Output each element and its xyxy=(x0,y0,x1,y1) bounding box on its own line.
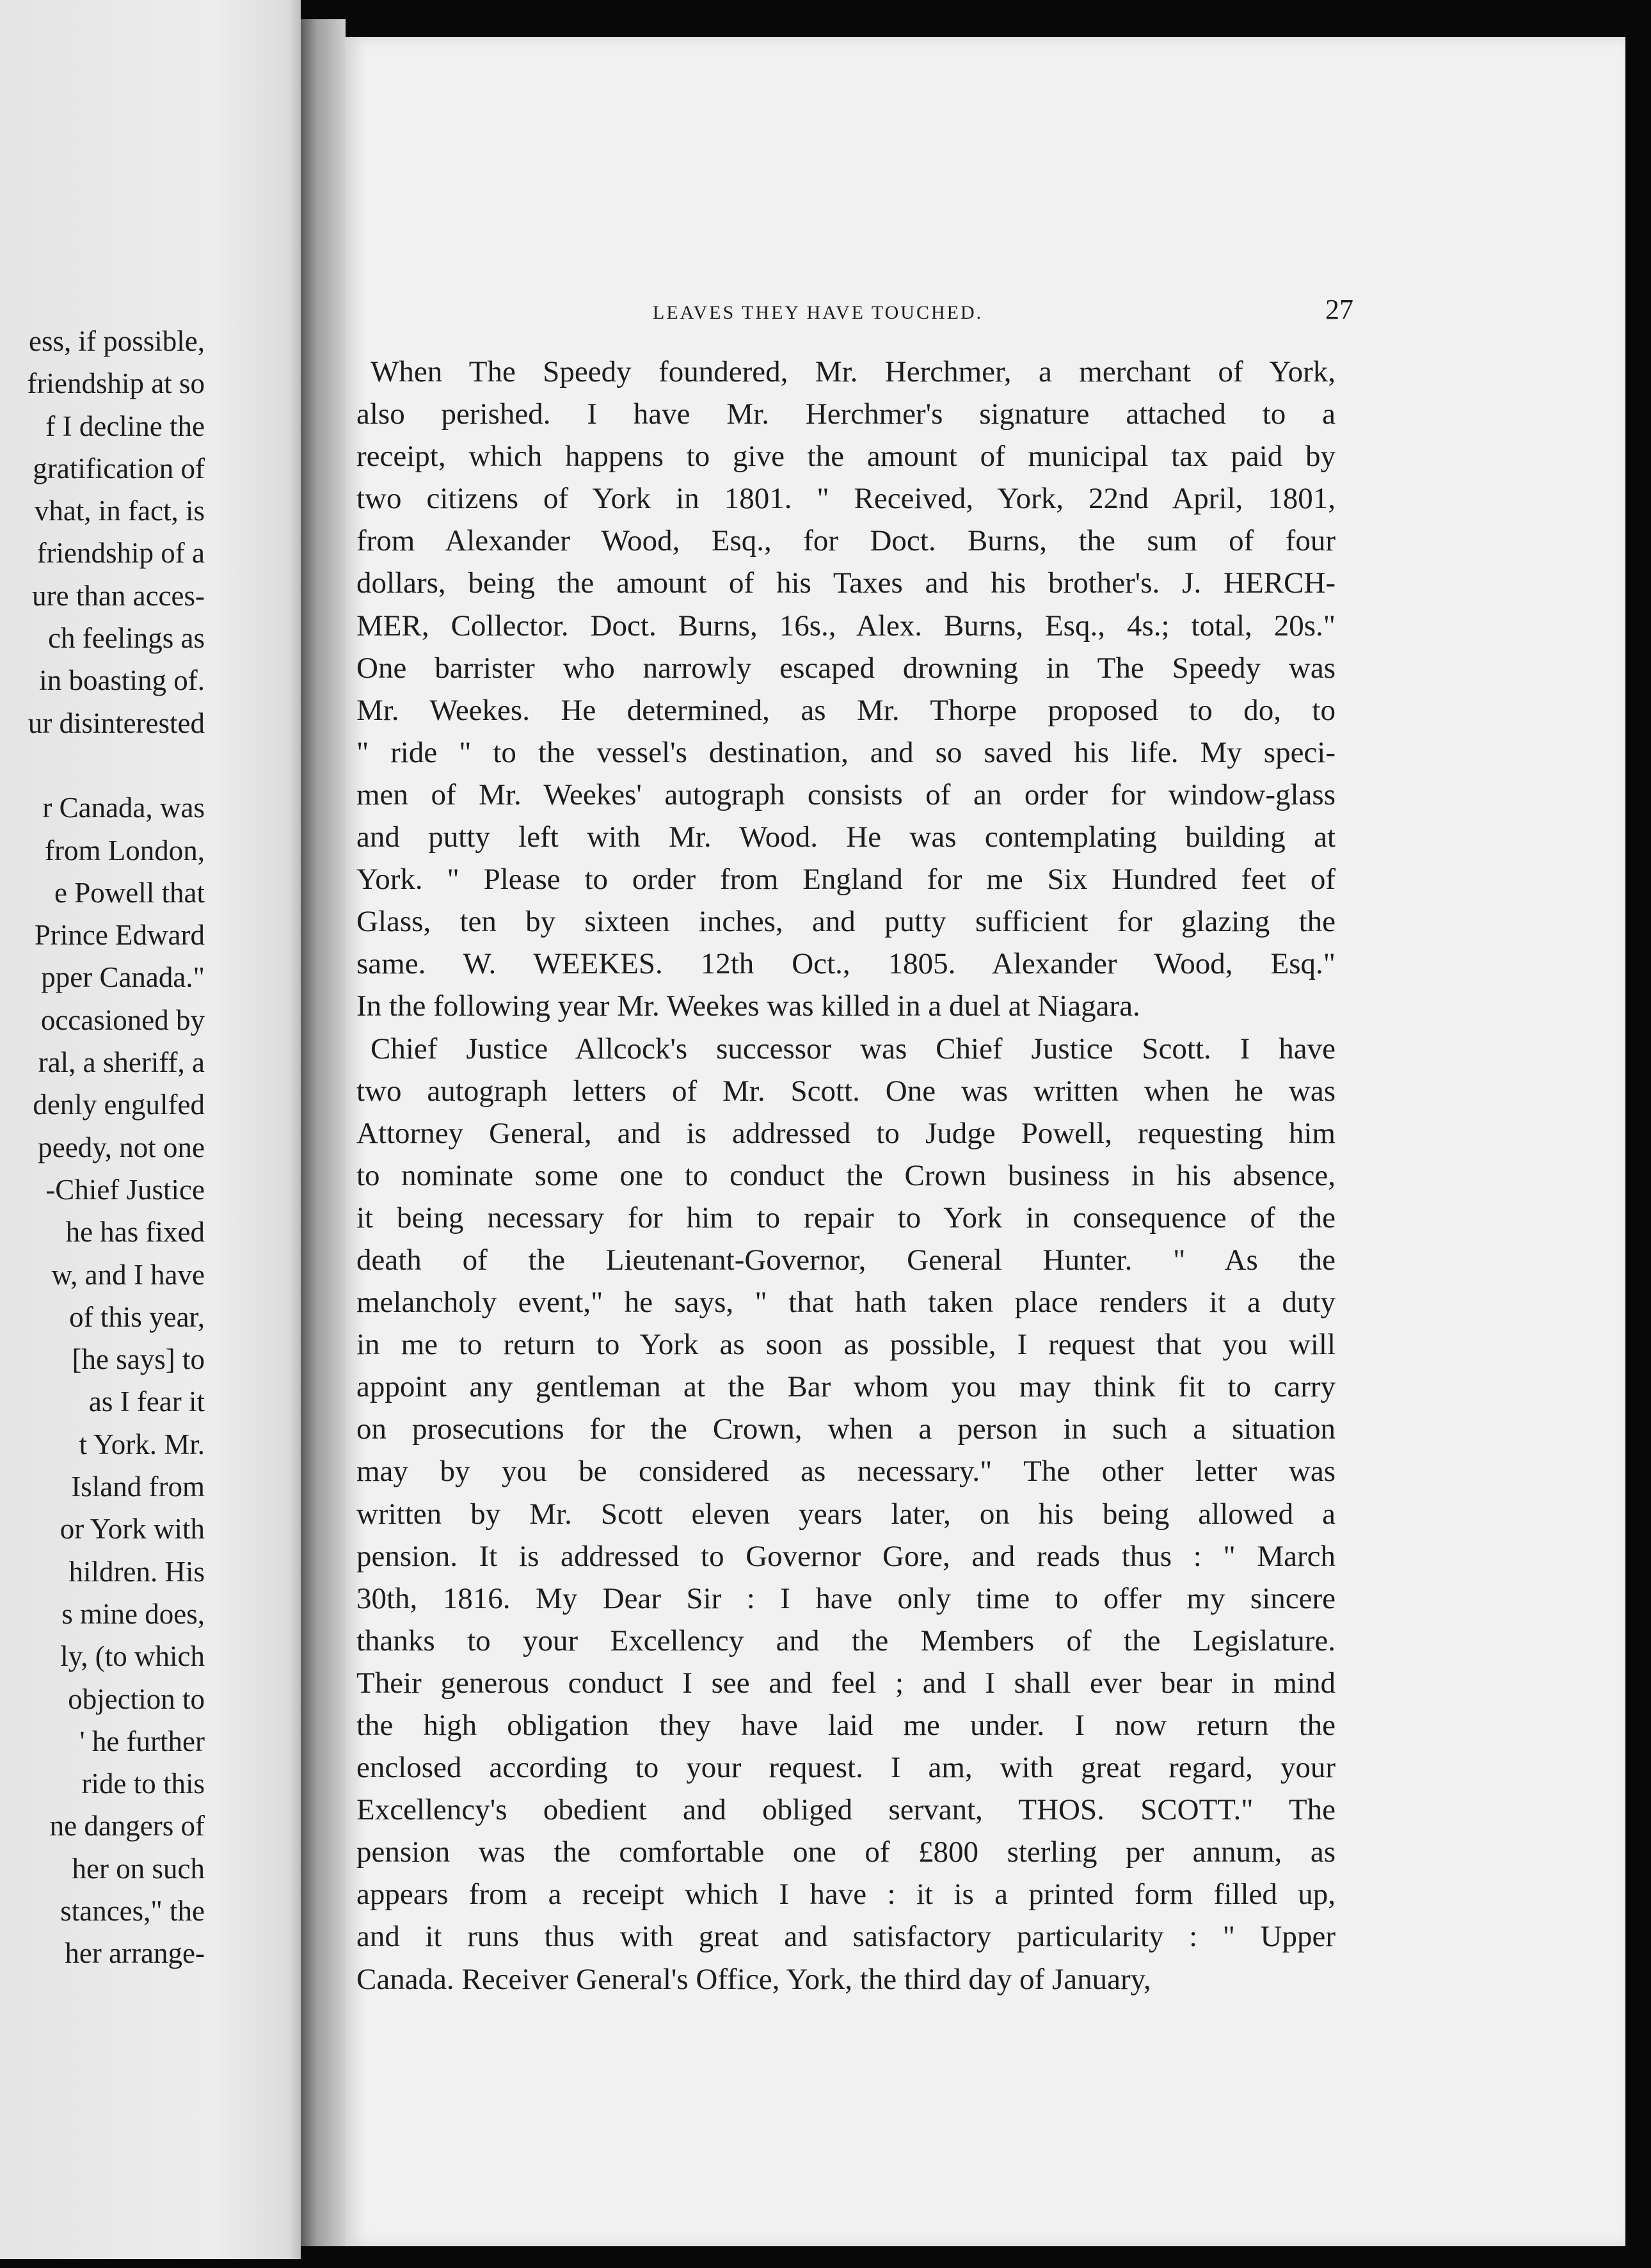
body-line: Chief Justice Allcock's successor was Chief Justice Scott. I have xyxy=(371,1032,1336,1066)
left-line: her on such xyxy=(72,1852,205,1885)
left-line: ess, if possible, xyxy=(29,325,205,357)
body-line: In the following year Mr. Weekes was killed in a duel at Niagara. xyxy=(356,989,1140,1023)
body-line: in me to return to York as soon as possible, I request that you will xyxy=(356,1328,1336,1362)
body-line: " ride " to the vessel's destination, and so saved his life. My speci- xyxy=(356,735,1336,769)
left-line: objection to xyxy=(68,1682,205,1715)
body-line: York. " Please to order from England for me Six Hundred feet of xyxy=(356,863,1336,897)
left-line: pper Canada." xyxy=(41,961,205,994)
left-line: [he says] to xyxy=(72,1343,205,1376)
left-line: occasioned by xyxy=(40,1003,205,1036)
left-line: hildren. His xyxy=(68,1555,205,1588)
body-line: dollars, being the amount of his Taxes and his brother's. J. HERCH- xyxy=(356,566,1336,600)
body-line: death of the Lieutenant-Governor, General Hunter. " As the xyxy=(356,1243,1336,1277)
page-body xyxy=(356,351,1336,2000)
body-line: appears from a receipt which I have : it is a printed form filled up, xyxy=(356,1878,1336,1912)
left-line: ride to this xyxy=(81,1768,205,1800)
left-line: her arrange- xyxy=(65,1937,205,1970)
body-line: melancholy event," he says, " that hath taken place renders it a duty xyxy=(356,1286,1336,1320)
left-line: ch feelings as xyxy=(48,622,205,655)
page-number: 27 xyxy=(1325,294,1353,325)
left-line: friendship at so xyxy=(27,367,205,400)
body-line: also perished. I have Mr. Herchmer's signature attached to a xyxy=(356,397,1336,431)
left-line: of this year, xyxy=(69,1300,205,1333)
body-line: two citizens of York in 1801. " Received, York, 22nd April, 1801, xyxy=(356,482,1336,516)
book-gutter-shadow xyxy=(301,19,346,2246)
left-line-blank xyxy=(0,744,205,787)
left-line: gratification of xyxy=(33,452,205,484)
body-line: and it runs thus with great and satisfactory particularity : " Upper xyxy=(356,1920,1336,1954)
body-line: two autograph letters of Mr. Scott. One was written when he was xyxy=(356,1074,1336,1108)
left-line: t York. Mr. xyxy=(79,1428,205,1460)
left-line: ne dangers of xyxy=(49,1810,205,1842)
left-page xyxy=(0,0,301,2259)
left-line: ly, (to which xyxy=(60,1640,205,1673)
left-line: Prince Edward xyxy=(34,919,205,952)
left-line: peedy, not one xyxy=(38,1131,205,1163)
body-line: it being necessary for him to repair to York in consequence of the xyxy=(356,1201,1336,1234)
left-line: ure than acces- xyxy=(32,579,205,612)
body-line: MER, Collector. Doct. Burns, 16s., Alex. Burns, Esq., 4s.; total, 20s." xyxy=(356,609,1336,643)
body-line: pension. It is addressed to Governor Gore, and reads thus : " March xyxy=(356,1539,1336,1573)
body-line: Glass, ten by sixteen inches, and putty sufficient for glazing the xyxy=(356,905,1336,939)
left-line: ral, a sheriff, a xyxy=(38,1046,205,1079)
left-line: vhat, in fact, is xyxy=(34,495,205,527)
body-line: the high obligation they have laid me under. I now return the xyxy=(356,1709,1336,1742)
body-line: thanks to your Excellency and the Members of the Legislature. xyxy=(356,1624,1336,1657)
left-line: denly engulfed xyxy=(33,1089,205,1121)
left-line: as I fear it xyxy=(88,1386,205,1418)
body-line: Canada. Receiver General's Office, York, the third day of January, xyxy=(356,1962,1151,1996)
left-line: from London, xyxy=(45,834,205,866)
body-line: Excellency's obedient and obliged servant, THOS. SCOTT." The xyxy=(356,1793,1336,1827)
left-line: friendship of a xyxy=(36,537,205,570)
running-title: LEAVES THEY HAVE TOUCHED. xyxy=(653,302,984,323)
body-line: 30th, 1816. My Dear Sir : I have only time to offer my sincere xyxy=(356,1581,1336,1615)
left-line: Island from xyxy=(71,1471,205,1503)
body-line: may by you be considered as necessary." The other letter was xyxy=(356,1455,1336,1489)
body-line: written by Mr. Scott eleven years later, on his being allowed a xyxy=(356,1497,1336,1531)
body-line: Attorney General, and is addressed to Judge Powell, requesting him xyxy=(356,1116,1336,1150)
left-page-text-fragment xyxy=(0,320,205,1975)
left-line: r Canada, was xyxy=(42,792,205,824)
body-line: One barrister who narrowly escaped drowning in The Speedy was xyxy=(356,651,1336,685)
left-line: or York with xyxy=(60,1513,205,1545)
body-line: pension was the comfortable one of £800 sterling per annum, as xyxy=(356,1835,1336,1869)
body-line: from Alexander Wood, Esq., for Doct. Burns, the sum of four xyxy=(356,524,1336,558)
body-line: enclosed according to your request. I am, with great regard, your xyxy=(356,1751,1336,1785)
left-line: s mine does, xyxy=(61,1597,205,1630)
left-line: f I decline the xyxy=(45,410,205,442)
page-header xyxy=(653,293,1353,326)
left-line: in boasting of. xyxy=(39,664,205,697)
left-line: -Chief Justice xyxy=(45,1173,205,1206)
body-line: receipt, which happens to give the amount of municipal tax paid by xyxy=(356,440,1336,474)
left-line: w, and I have xyxy=(51,1258,205,1291)
body-line: on prosecutions for the Crown, when a person in such a situation xyxy=(356,1412,1336,1446)
left-line: he has fixed xyxy=(65,1216,205,1249)
body-line: to nominate some one to conduct the Crown business in his absence, xyxy=(356,1158,1336,1192)
left-line: stances," the xyxy=(60,1894,205,1927)
body-line: When The Speedy foundered, Mr. Herchmer, a merchant of York, xyxy=(371,355,1336,388)
left-line: ' he further xyxy=(79,1725,205,1757)
body-line: Mr. Weekes. He determined, as Mr. Thorpe proposed to do, to xyxy=(356,693,1336,727)
body-line: same. W. WEEKES. 12th Oct., 1805. Alexander Wood, Esq." xyxy=(356,947,1336,981)
body-line: appoint any gentleman at the Bar whom you may think fit to carry xyxy=(356,1370,1336,1404)
body-line: and putty left with Mr. Wood. He was contemplating building at xyxy=(356,820,1336,854)
left-line: e Powell that xyxy=(54,876,205,909)
left-line: ur disinterested xyxy=(28,707,205,739)
body-line: Their generous conduct I see and feel ; and I shall ever bear in mind xyxy=(356,1666,1336,1700)
body-line: men of Mr. Weekes' autograph consists of an order for window-glass xyxy=(356,778,1336,811)
